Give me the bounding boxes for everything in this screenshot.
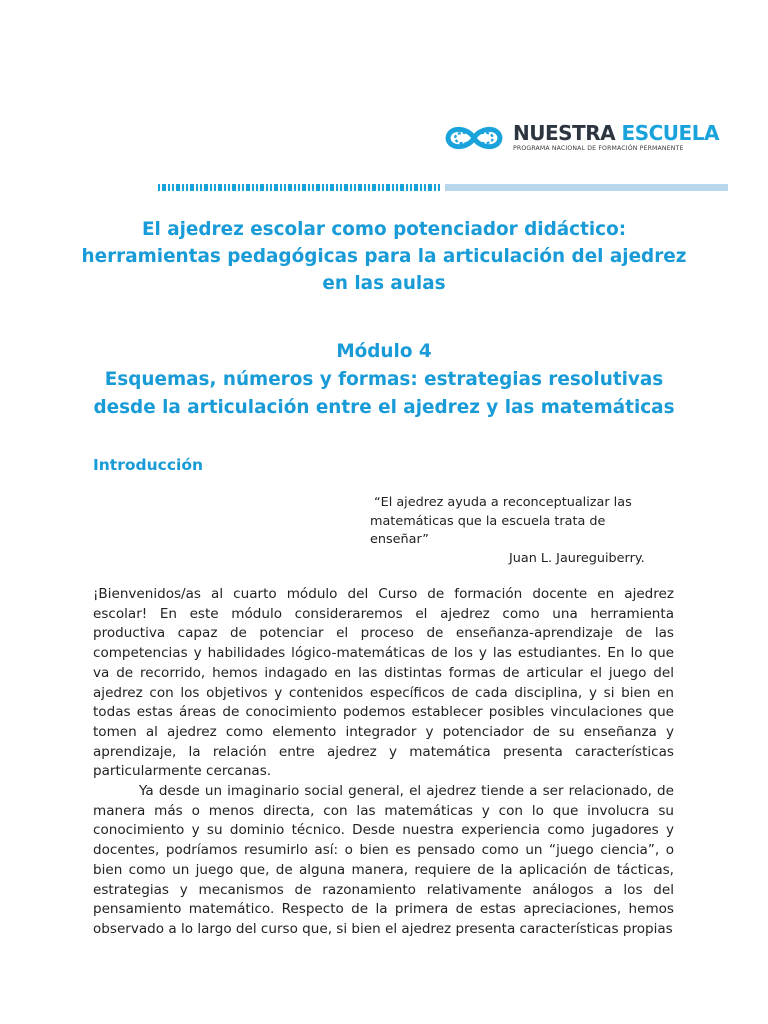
- divider-dash: [182, 184, 184, 191]
- divider-dash: [428, 184, 432, 191]
- divider-dash: [168, 184, 170, 191]
- divider-dash: [284, 184, 286, 191]
- divider-dash: [232, 184, 236, 191]
- divider-dash: [270, 184, 272, 191]
- divider-dash: [200, 184, 202, 191]
- infinity-logo-icon: [443, 121, 505, 155]
- logo-name-part2: ESCUELA: [621, 121, 719, 146]
- divider-dash: [252, 184, 254, 191]
- epigraph-quote-line-1: “El ajedrez ayuda a reconceptualizar las: [374, 495, 632, 510]
- divider-dash: [354, 184, 356, 191]
- divider-dash: [438, 184, 440, 191]
- epigraph-author: Juan L. Jaureguiberry.: [509, 550, 645, 566]
- header-divider: [158, 183, 728, 192]
- divider-dash: [308, 184, 310, 191]
- title-line-2: herramientas pedagógicas para la articulación del ajedrez: [81, 246, 687, 267]
- divider-dash: [172, 184, 174, 191]
- module-subtitle-line-1: Esquemas, números y formas: estrategias resolutivas: [104, 369, 664, 390]
- paragraph-2: Ya desde un imaginario social general, el ajedrez tiende a ser relacionado, de manera más o menos directa, con las matemáticas y con lo que involucra su conocimiento y su dominio técnico. Desde nuestra experiencia como jugadores y docentes, podríamos resumirlo así: o bien es pensado como un “juego ciencia”, o bien como un juego que, de alguna manera, requiere de la aplicación de tácticas, estrategias y mecanismos de razonamiento relativamente análogos a los del pensamiento matemático. Respecto de la primera de estas apreciaciones, hemos observado a lo largo del curso que, si bien el ajedrez presenta características propias: [93, 783, 674, 937]
- divider-dash: [336, 184, 338, 191]
- title-line-3: en las aulas: [322, 273, 446, 294]
- divider-dash: [406, 184, 408, 191]
- divider-dash: [196, 184, 198, 191]
- divider-dash: [372, 184, 376, 191]
- divider-bar: [445, 184, 728, 191]
- logo-wordmark: [513, 123, 719, 152]
- divider-dash: [410, 184, 412, 191]
- divider-dash: [246, 184, 250, 191]
- divider-dash: [176, 184, 180, 191]
- paragraph-1: ¡Bienvenidos/as al cuarto módulo del Curso de formación docente en ajedrez escolar! En este módulo consideraremos el ajedrez como una herramienta productiva capaz de potenciar el proceso de enseñanza-aprendizaje de las competencias y habilidades lógico-matemáticas de los y las estudiantes. En lo que va de recorrido, hemos indagado en las distintas formas de articular el juego del ajedrez con los objetivos y contenidos específicos de cada disciplina, y si bien en todas estas áreas de conocimiento podemos establecer posibles vinculaciones que tomen al ajedrez como elemento integrador y potenciador de su enseñanza y aprendizaje, la relación entre ajedrez y matemática presenta características particularmente cercanas.: [93, 586, 674, 780]
- section-heading-introduccion: Introducción: [93, 456, 204, 474]
- divider-dash: [228, 184, 230, 191]
- divider-dash: [326, 184, 328, 191]
- divider-dash: [190, 184, 194, 191]
- divider-dash: [340, 184, 342, 191]
- divider-dash: [186, 184, 188, 191]
- divider-dash: [382, 184, 384, 191]
- module-label: Módulo 4: [336, 341, 432, 362]
- divider-dash: [312, 184, 314, 191]
- divider-dash: [260, 184, 264, 191]
- nuestra-escuela-logo: [443, 121, 719, 155]
- logo-name-part1: NUESTRA: [513, 121, 616, 146]
- divider-dashes: [158, 184, 440, 191]
- divider-dash: [322, 184, 324, 191]
- divider-dash: [298, 184, 300, 191]
- document-title: [60, 216, 708, 297]
- divider-dash: [256, 184, 258, 191]
- divider-dash: [288, 184, 292, 191]
- epigraph-quote-line-2: matemáticas que la escuela trata de enseñar”: [370, 513, 606, 547]
- divider-dash: [316, 184, 320, 191]
- module-heading: [60, 338, 708, 422]
- divider-dash: [358, 184, 362, 191]
- logo-name: [513, 121, 719, 146]
- divider-dash: [210, 184, 212, 191]
- logo-subtitle: PROGRAMA NACIONAL DE FORMACIÓN PERMANENTE: [513, 145, 684, 153]
- title-line-1: El ajedrez escolar como potenciador didáctico:: [141, 219, 627, 240]
- divider-dash: [238, 184, 240, 191]
- divider-dash: [434, 184, 436, 191]
- divider-dash: [400, 184, 404, 191]
- divider-dash: [242, 184, 244, 191]
- divider-dash: [214, 184, 216, 191]
- divider-dash: [396, 184, 398, 191]
- divider-dash: [266, 184, 268, 191]
- divider-dash: [280, 184, 282, 191]
- divider-dash: [386, 184, 390, 191]
- divider-dash: [420, 184, 422, 191]
- divider-dash: [224, 184, 226, 191]
- divider-dash: [368, 184, 370, 191]
- divider-dash: [274, 184, 278, 191]
- divider-dash: [424, 184, 426, 191]
- divider-dash: [344, 184, 348, 191]
- divider-dash: [414, 184, 418, 191]
- body-text: [93, 585, 674, 940]
- divider-dash: [158, 184, 160, 191]
- divider-dash: [162, 184, 166, 191]
- divider-dash: [364, 184, 366, 191]
- divider-dash: [350, 184, 352, 191]
- divider-dash: [204, 184, 208, 191]
- epigraph: [330, 494, 660, 568]
- divider-dash: [218, 184, 222, 191]
- module-subtitle-line-2: desde la articulación entre el ajedrez y las matemáticas: [93, 397, 675, 418]
- divider-dash: [392, 184, 394, 191]
- divider-dash: [302, 184, 306, 191]
- divider-dash: [378, 184, 380, 191]
- divider-dash: [330, 184, 334, 191]
- divider-dash: [294, 184, 296, 191]
